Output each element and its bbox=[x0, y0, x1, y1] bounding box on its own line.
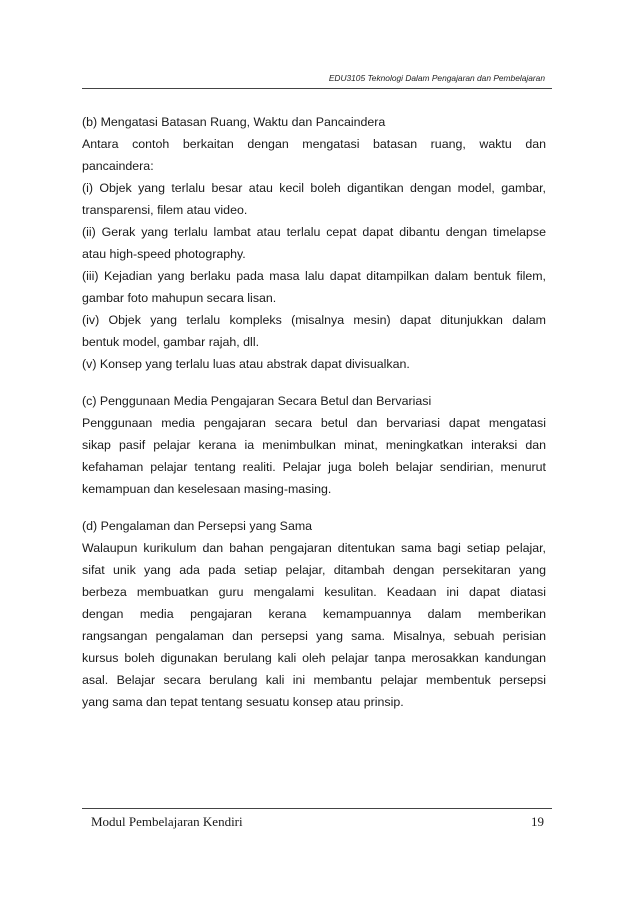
section-b-item-line: gambar foto mahupun secara lisan. bbox=[82, 291, 277, 305]
section-c-line: kemampuan dan keselesaan masing-masing. bbox=[82, 482, 332, 496]
section-b-intro-line: pancaindera: bbox=[82, 159, 154, 173]
section-b-item-line: transparensi, filem atau video. bbox=[82, 203, 248, 217]
section-spacer bbox=[82, 500, 546, 515]
section-d-heading: (d) Pengalaman dan Persepsi yang Sama bbox=[82, 519, 313, 533]
page-content bbox=[82, 111, 546, 713]
section-spacer bbox=[82, 375, 546, 390]
section-c-line: kefahaman pelajar tentang realiti. Pelajar juga boleh belajar sendirian, menurut bbox=[82, 460, 546, 474]
section-b-item-line: (iv) Objek yang terlalu kompleks (misalnya mesin) dapat ditunjukkan dalam bbox=[82, 313, 546, 327]
section-b-item-line: atau high-speed photography. bbox=[82, 247, 246, 261]
section-b-item-line: (iii) Kejadian yang berlaku pada masa lalu dapat ditampilkan dalam bentuk filem, bbox=[82, 269, 546, 283]
section-b-item-line: (ii) Gerak yang terlalu lambat atau terlalu cepat dapat dibantu dengan timelapse bbox=[82, 225, 546, 239]
section-c-paragraph bbox=[82, 412, 546, 500]
section-c-heading: (c) Penggunaan Media Pengajaran Secara Betul dan Bervariasi bbox=[82, 394, 432, 408]
section-d-paragraph bbox=[82, 537, 546, 713]
section-d-line: sifat unik yang ada pada setiap pelajar, ditambah dengan persekitaran yang bbox=[82, 563, 546, 577]
section-d-line: kursus boleh digunakan berulang kali oleh pelajar tanpa merosakkan kandungan bbox=[82, 651, 546, 665]
header-course-title: EDU3105 Teknologi Dalam Pengajaran dan Pembelajaran bbox=[328, 73, 545, 83]
header-divider bbox=[82, 88, 552, 89]
section-b-heading: (b) Mengatasi Batasan Ruang, Waktu dan Pancaindera bbox=[82, 115, 386, 129]
section-c-line: Penggunaan media pengajaran secara betul dan bervariasi dapat mengatasi bbox=[82, 416, 546, 430]
section-d-line: dengan media pengajaran kerana kemampuannya dalam memberikan bbox=[82, 607, 546, 621]
section-d-line: yang sama dan tepat tentang sesuatu konsep atau prinsip. bbox=[82, 695, 404, 709]
section-b-item-line: bentuk model, gambar rajah, dll. bbox=[82, 335, 260, 349]
section-d-line: rangsangan pengalaman dan persepsi yang sama. Misalnya, sebuah perisian bbox=[82, 629, 546, 643]
section-c-line: sikap pasif pelajar kerana ia menimbulkan minat, meningkatkan interaksi dan bbox=[82, 438, 546, 452]
footer-module-label: Modul Pembelajaran Kendiri bbox=[91, 814, 243, 829]
section-b-intro-line: Antara contoh berkaitan dengan mengatasi batasan ruang, waktu dan bbox=[82, 137, 546, 151]
section-d-line: asal. Belajar secara berulang kali ini membantu pelajar membentuk persepsi bbox=[82, 673, 546, 687]
section-b-item-line: (i) Objek yang terlalu besar atau kecil boleh digantikan dengan model, gambar, bbox=[82, 181, 546, 195]
section-b-intro bbox=[82, 133, 546, 375]
page-number: 19 bbox=[531, 814, 544, 829]
section-b-item-line: (v) Konsep yang terlalu luas atau abstrak dapat divisualkan. bbox=[82, 357, 410, 371]
section-d-line: Walaupun kurikulum dan bahan pengajaran ditentukan sama bagi setiap pelajar, bbox=[82, 541, 546, 555]
footer-divider bbox=[82, 808, 552, 809]
section-d-line: berbeza membuatkan guru mengalami kesulitan. Keadaan ini dapat diatasi bbox=[82, 585, 546, 599]
